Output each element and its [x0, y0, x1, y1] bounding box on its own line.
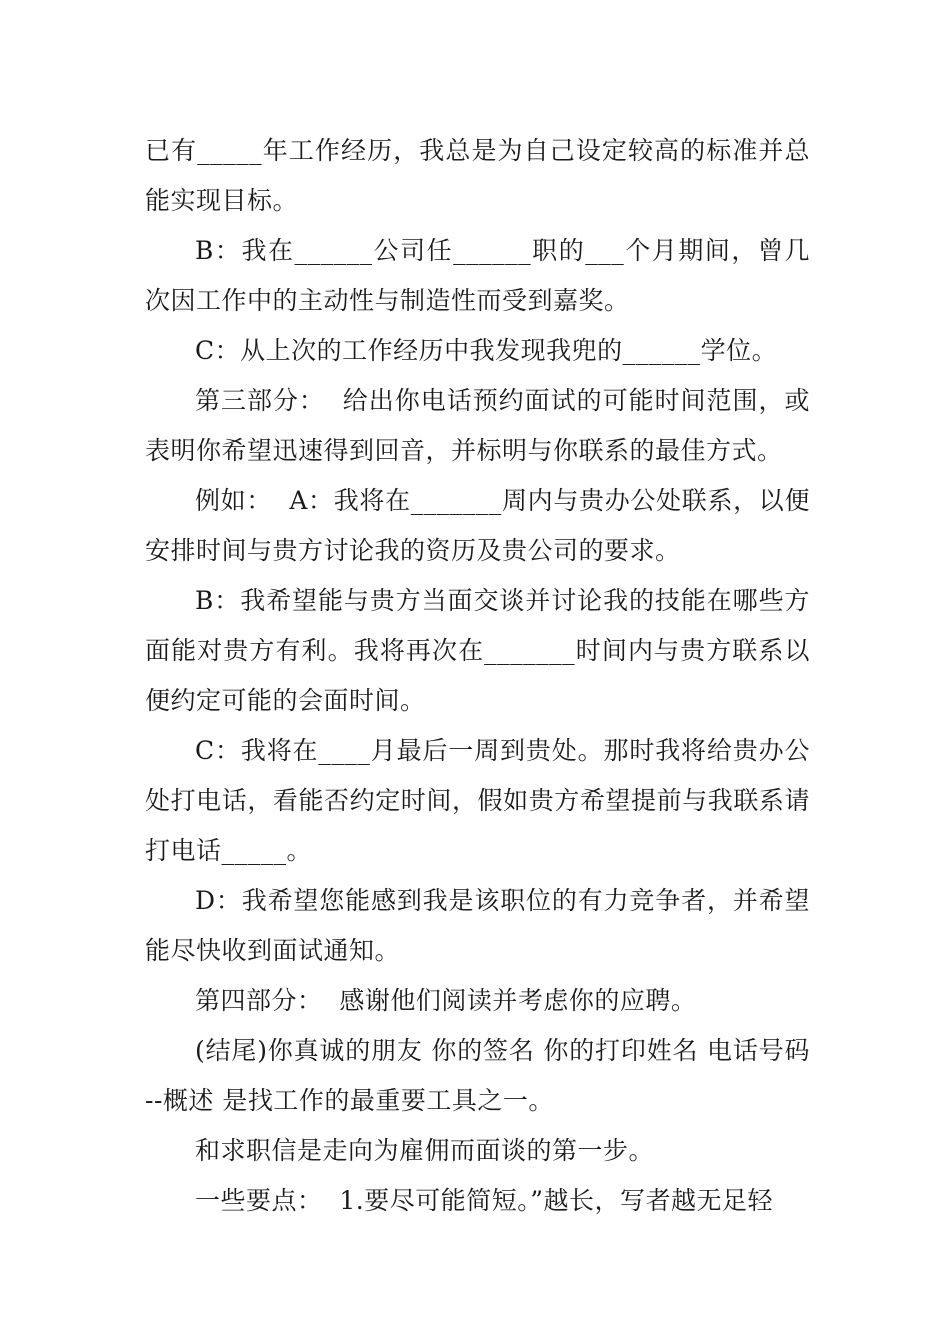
paragraph-part-three: 第三部分： 给出你电话预约面试的可能时间范围，或表明你希望迅速得到回音，并标明与你联系的最佳方式。 — [145, 386, 810, 465]
paragraph-option-c-degree: C：从上次的工作经历中我发现我兜的______学位。 — [195, 336, 778, 365]
paragraph-option-b-award: B：我在______公司任______职的___个月期间，曾几次因工作中的主动性与制造性而受到嘉奖。 — [145, 236, 810, 315]
paragraph-example-c: C：我将在____月最后一周到贵处。那时我将给贵办公处打电话，看能否约定时间，假如贵方希望提前与我联系请打电话_____。 — [145, 736, 810, 865]
paragraph-example-a: 例如： A：我将在_______周内与贵办公处联系，以便安排时间与贵方讨论我的资历及贵公司的要求。 — [145, 486, 810, 565]
paragraph-closing: (结尾)你真诚的朋友 你的签名 你的打印姓名 电话号码 --概述 是找工作的最重要工具之一。 — [145, 1036, 819, 1115]
paragraph-example-b: B：我希望能与贵方当面交谈并讨论我的技能在哪些方面能对贵方有利。我将再次在_______时间内与贵方联系以便约定可能的会面时间。 — [145, 586, 810, 715]
paragraph-work-experience: 已有_____年工作经历，我总是为自己设定较高的标准并总能实现目标。 — [145, 136, 810, 215]
document-body — [145, 126, 819, 1226]
paragraph-part-four: 第四部分： 感谢他们阅读并考虑你的应聘。 — [195, 986, 697, 1015]
paragraph-cover-letter: 和求职信是走向为雇佣而面谈的第一步。 — [195, 1136, 655, 1165]
paragraph-key-points: 一些要点： 1.要尽可能简短。”越长，写者越无足轻 — [195, 1186, 774, 1215]
paragraph-example-d: D：我希望您能感到我是该职位的有力竞争者，并希望能尽快收到面试通知。 — [145, 886, 810, 965]
